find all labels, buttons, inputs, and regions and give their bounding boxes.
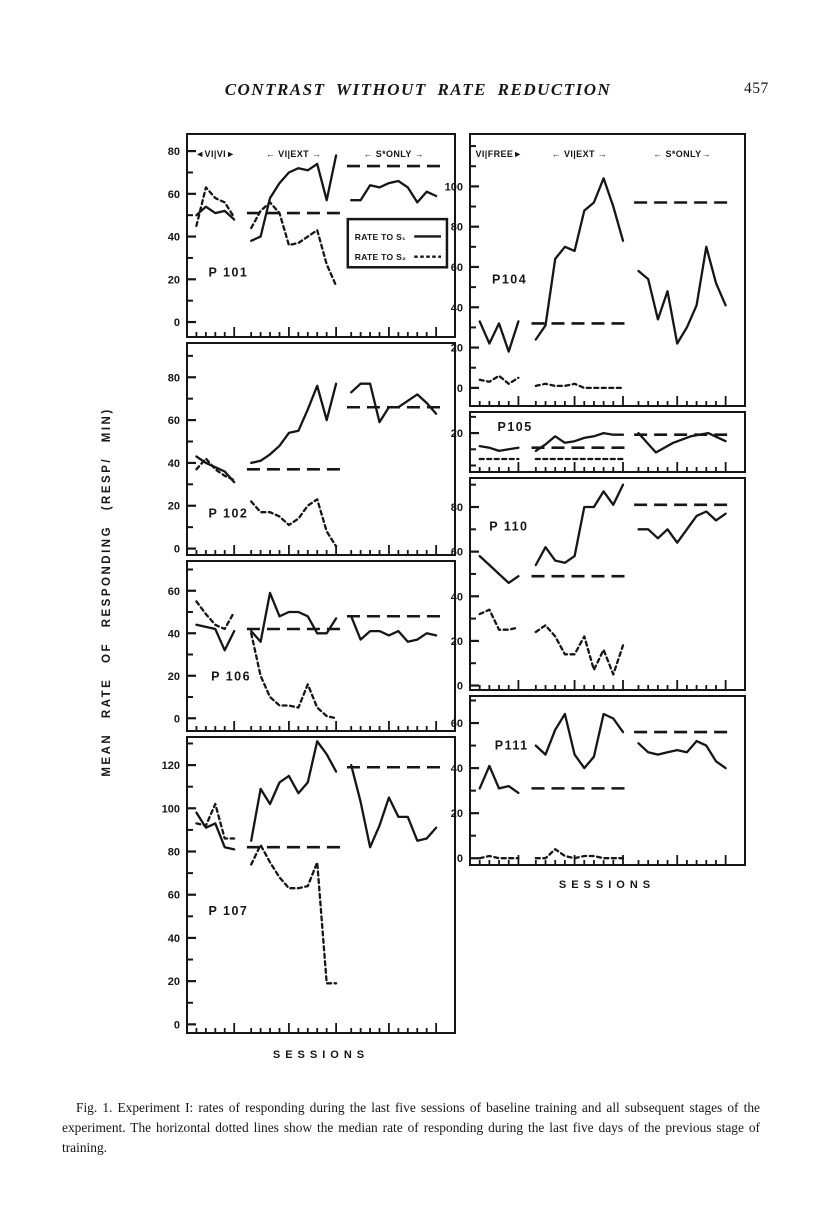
series-rate-to-s2	[480, 610, 519, 630]
y-tick-label: 60	[167, 188, 180, 201]
y-tick-label: 0	[173, 543, 180, 556]
series-rate-to-s2	[536, 849, 623, 858]
y-tick-label: 20	[167, 670, 180, 683]
y-tick-label: 40	[167, 628, 180, 641]
y-tick-label: 20	[167, 500, 180, 513]
phase-header: VI|FREE►	[475, 149, 523, 159]
page-number: 457	[744, 80, 769, 97]
series-rate-to-s1	[639, 512, 726, 543]
chart-panel-p107	[139, 736, 457, 1034]
series-rate-to-s1	[480, 766, 519, 793]
y-tick-label: 20	[450, 428, 463, 441]
series-rate-to-s1	[536, 178, 623, 339]
y-tick-label: 40	[167, 457, 180, 470]
chart-panel-p104	[426, 133, 747, 407]
y-tick-label: 120	[161, 760, 180, 773]
series-rate-to-s1	[351, 384, 436, 423]
y-tick-label: 40	[450, 302, 463, 315]
series-rate-to-s2	[536, 384, 623, 388]
phase-header: ← VI|EXT →	[265, 149, 322, 159]
panel-label-p106: P 106	[211, 669, 252, 684]
series-rate-to-s1	[639, 433, 726, 452]
phase-header: ◄VI|VI►	[195, 149, 236, 159]
y-tick-label: 0	[173, 317, 180, 330]
phase-header: ← S*ONLY →	[363, 149, 424, 159]
series-rate-to-s1	[251, 593, 336, 642]
series-rate-to-s2	[480, 856, 519, 858]
y-tick-label: 0	[173, 1019, 180, 1032]
x-axis-label-right: SESSIONS	[558, 879, 656, 891]
running-head: CONTRAST WITHOUT RATE REDUCTION	[224, 80, 612, 99]
legend-label: RATE TO S₂	[354, 252, 407, 263]
series-rate-to-s1	[196, 813, 234, 850]
series-rate-to-s1	[480, 321, 519, 351]
panel-label-p105: P105	[497, 419, 533, 434]
panel-label-p111: P111	[494, 738, 529, 753]
series-rate-to-s1	[251, 384, 336, 463]
chart-column-right	[426, 133, 747, 870]
y-tick-label: 0	[456, 680, 463, 691]
y-tick-label: 40	[450, 763, 463, 776]
series-rate-to-s1	[196, 625, 234, 651]
series-rate-to-s2	[536, 625, 623, 674]
y-tick-label: 20	[450, 808, 463, 821]
series-rate-to-s1	[536, 485, 623, 565]
series-rate-to-s1	[639, 247, 726, 344]
y-tick-label: 80	[450, 502, 463, 515]
phase-header: ← S*ONLY→	[653, 149, 711, 159]
y-tick-label: 80	[450, 221, 463, 234]
y-tick-label: 60	[450, 261, 463, 274]
chart-panel-p105	[426, 411, 747, 473]
legend-label: RATE TO S₁	[354, 231, 406, 242]
phase-header: ← VI|EXT →	[551, 149, 608, 159]
y-tick-label: 60	[167, 585, 180, 598]
y-tick-label: 20	[450, 342, 463, 355]
panel-label-p102: P 102	[208, 506, 249, 521]
series-rate-to-s1	[351, 616, 436, 642]
series-rate-to-s2	[251, 202, 336, 285]
chart-column-left	[139, 133, 457, 1038]
series-rate-to-s1	[351, 181, 436, 202]
y-tick-label: 40	[167, 932, 180, 945]
series-rate-to-s1	[480, 446, 519, 451]
y-tick-label: 60	[167, 889, 180, 902]
y-tick-label: 20	[167, 976, 180, 989]
series-rate-to-s1	[480, 556, 519, 583]
series-rate-to-s2	[251, 845, 336, 983]
series-rate-to-s2	[196, 601, 234, 629]
panel-label-p101: P 101	[208, 265, 249, 280]
series-rate-to-s1	[351, 765, 436, 847]
panel-label-p104: P104	[492, 272, 528, 287]
series-rate-to-s2	[480, 376, 519, 384]
y-tick-label: 0	[456, 382, 463, 395]
series-rate-to-s1	[251, 741, 336, 840]
y-tick-label: 0	[456, 853, 463, 866]
chart-panel-p106	[139, 560, 457, 732]
y-tick-label: 100	[444, 181, 463, 194]
y-tick-label: 80	[167, 372, 180, 385]
series-rate-to-s2	[196, 187, 234, 226]
figure-caption: Fig. 1. Experiment I: rates of responding during the last five sessions of baseline training and all subsequent stages of the experiment. The horizontal dotted lines show the median rate of responding during the last five days of the previous stage of training.	[62, 1100, 760, 1156]
chart-panel-p111	[426, 695, 747, 866]
y-tick-label: 40	[450, 591, 463, 604]
y-tick-label: 80	[167, 846, 180, 859]
series-rate-to-s1	[639, 741, 726, 768]
series-rate-to-s1	[251, 155, 336, 240]
series-rate-to-s2	[251, 633, 336, 718]
panel-label-p110: P 110	[489, 519, 529, 534]
y-axis-label: MEAN RATE OF RESPONDING (RESP/ MIN)	[101, 407, 113, 777]
y-tick-label: 60	[450, 546, 463, 559]
y-tick-label: 20	[450, 635, 463, 648]
panel-label-p107: P 107	[208, 903, 249, 918]
y-tick-label: 0	[173, 713, 180, 726]
y-tick-label: 20	[167, 274, 180, 287]
y-tick-label: 40	[167, 231, 180, 244]
y-tick-label: 60	[450, 718, 463, 731]
chart-panel-p102	[139, 342, 457, 556]
y-tick-label: 60	[167, 415, 180, 428]
x-axis-label-left: SESSIONS	[272, 1049, 370, 1061]
series-rate-to-s1	[536, 714, 623, 768]
chart-panel-p101	[139, 133, 457, 338]
y-tick-label: 80	[167, 146, 180, 159]
chart-panel-p110	[426, 477, 747, 691]
y-tick-label: 100	[161, 803, 180, 816]
series-rate-to-s2	[251, 499, 336, 546]
